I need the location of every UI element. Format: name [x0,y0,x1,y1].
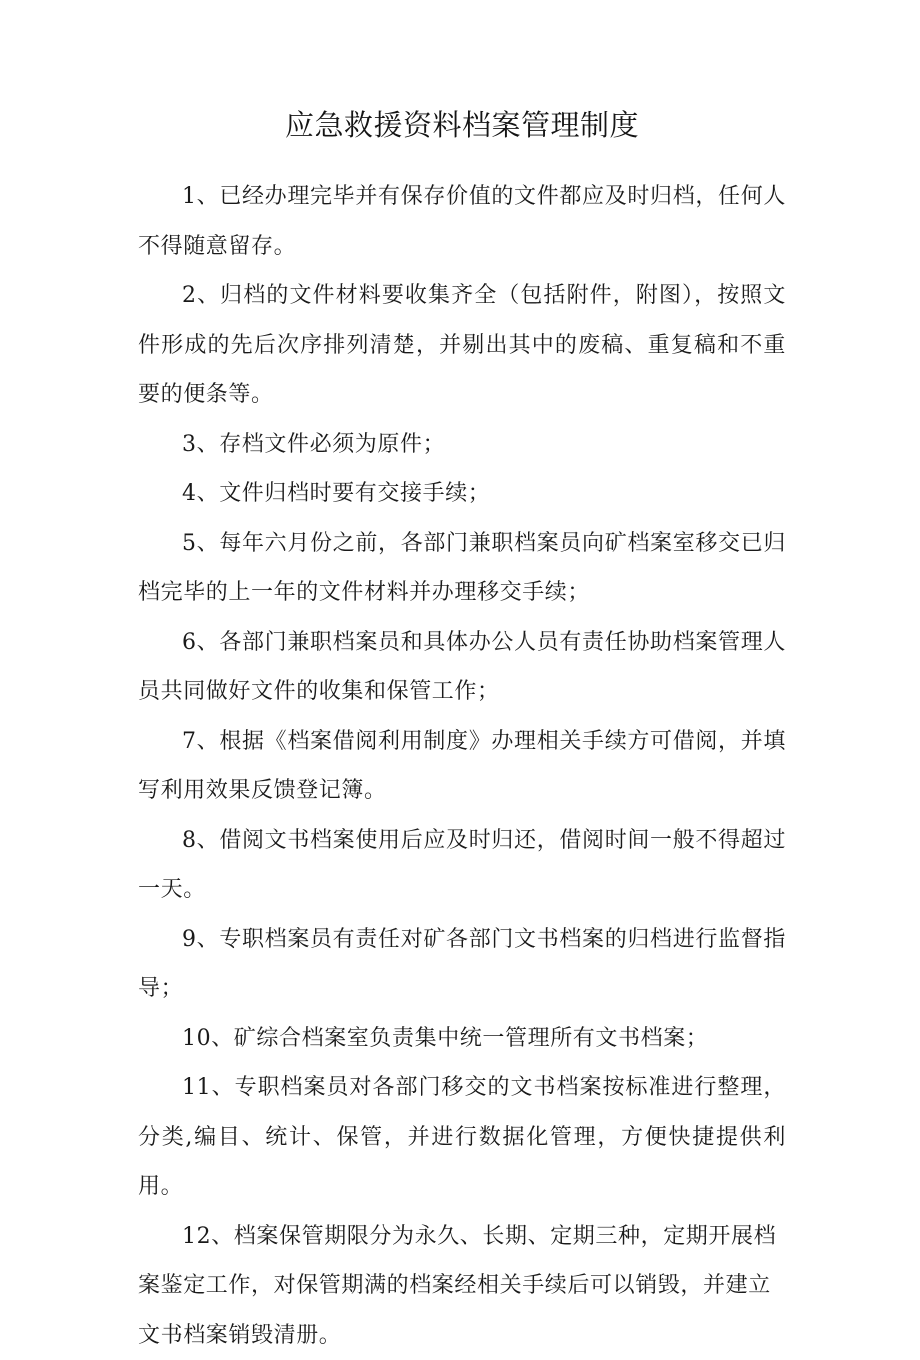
regulation-clause: 5、每年六月份之前，各部门兼职档案员向矿档案室移交已归档完毕的上一年的文件材料并办理移交手续； [138,519,786,618]
page-title: 应急救援资料档案管理制度 [138,100,786,150]
regulation-clause: 11、专职档案员对各部门移交的文书档案按标准进行整理，分类,编目、统计、保管，并进行数据化管理，方便快捷提供利用。 [138,1063,786,1212]
regulation-clause: 1、已经办理完毕并有保存价值的文件都应及时归档，任何人不得随意留存。 [138,172,786,271]
regulation-clause: 4、文件归档时要有交接手续； [138,469,786,519]
document-body [138,100,786,1360]
regulation-clause: 9、专职档案员有责任对矿各部门文书档案的归档进行监督指导； [138,915,786,1014]
regulation-clause: 7、根据《档案借阅利用制度》办理相关手续方可借阅，并填写利用效果反馈登记簿。 [138,717,786,816]
regulation-clause: 2、归档的文件材料要收集齐全（包括附件，附图），按照文件形成的先后次序排列清楚，并剔出其中的废稿、重复稿和不重要的便条等。 [138,271,786,420]
regulation-clause: 6、各部门兼职档案员和具体办公人员有责任协助档案管理人员共同做好文件的收集和保管工作； [138,618,786,717]
regulation-clause-list [138,172,786,1360]
regulation-clause: 10、矿综合档案室负责集中统一管理所有文书档案； [138,1014,786,1064]
regulation-clause: 12、档案保管期限分为永久、长期、定期三种，定期开展档案鉴定工作，对保管期满的档案经相关手续后可以销毁，并建立文书档案销毁清册。 [138,1212,786,1360]
regulation-clause: 3、存档文件必须为原件； [138,420,786,470]
regulation-clause: 8、借阅文书档案使用后应及时归还，借阅时间一般不得超过一天。 [138,816,786,915]
